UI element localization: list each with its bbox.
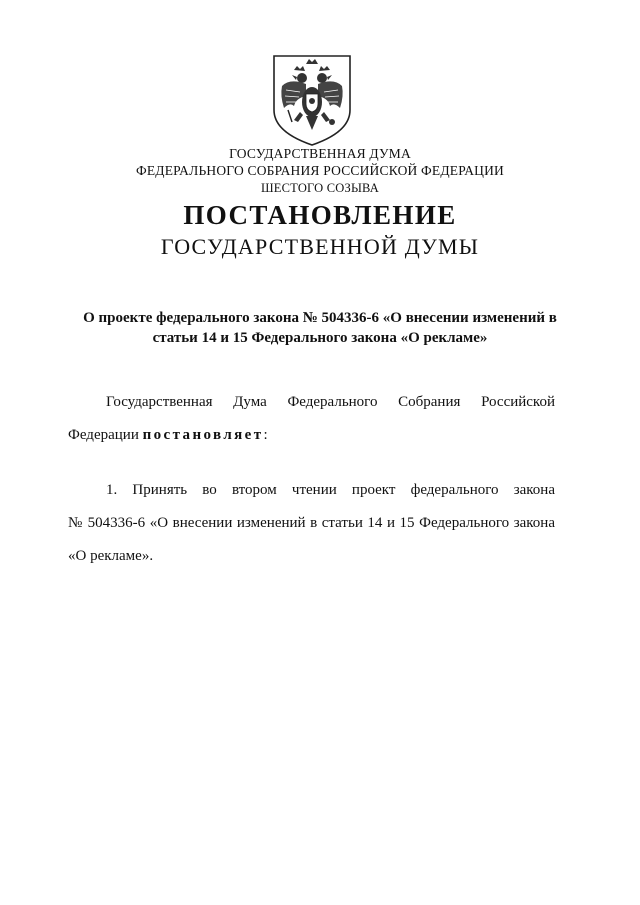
- preamble-decrees-text: постановляет: [142, 427, 264, 443]
- document-issuer-title: ГОСУДАРСТВЕННОЙ ДУМЫ: [160, 234, 480, 259]
- subject-line-2: статьи 14 и 15 Федерального закона «О рекламе»: [152, 330, 488, 346]
- org-line-convocation: ШЕСТОГО СОЗЫВА: [260, 181, 380, 195]
- preamble-federation-text: Федерации: [68, 427, 143, 443]
- preamble-line-1: Государственная Дума Федерального Собрания Российской: [106, 394, 555, 410]
- item-1-line-2: № 504336-6 «О внесении изменений в статьи 14 и 15 Федерального закона: [68, 515, 555, 531]
- subject-line-1: О проекте федерального закона № 504336-6 «О внесении изменений в: [83, 310, 557, 326]
- russian-coat-of-arms-icon: [270, 52, 354, 148]
- document-subject: [60, 308, 580, 348]
- preamble-line-2: [68, 419, 555, 452]
- org-line-federal-assembly: ФЕДЕРАЛЬНОГО СОБРАНИЯ РОССИЙСКОЙ ФЕДЕРАЦИИ: [136, 163, 504, 178]
- preamble-colon: :: [263, 427, 268, 443]
- item-1-line-3: «О рекламе».: [68, 548, 154, 564]
- document-type-title: ПОСТАНОВЛЕНИЕ: [183, 200, 457, 230]
- org-line-duma: ГОСУДАРСТВЕННАЯ ДУМА: [229, 146, 411, 161]
- item-1-line-1: 1. Принять во втором чтении проект федерального закона: [106, 482, 555, 498]
